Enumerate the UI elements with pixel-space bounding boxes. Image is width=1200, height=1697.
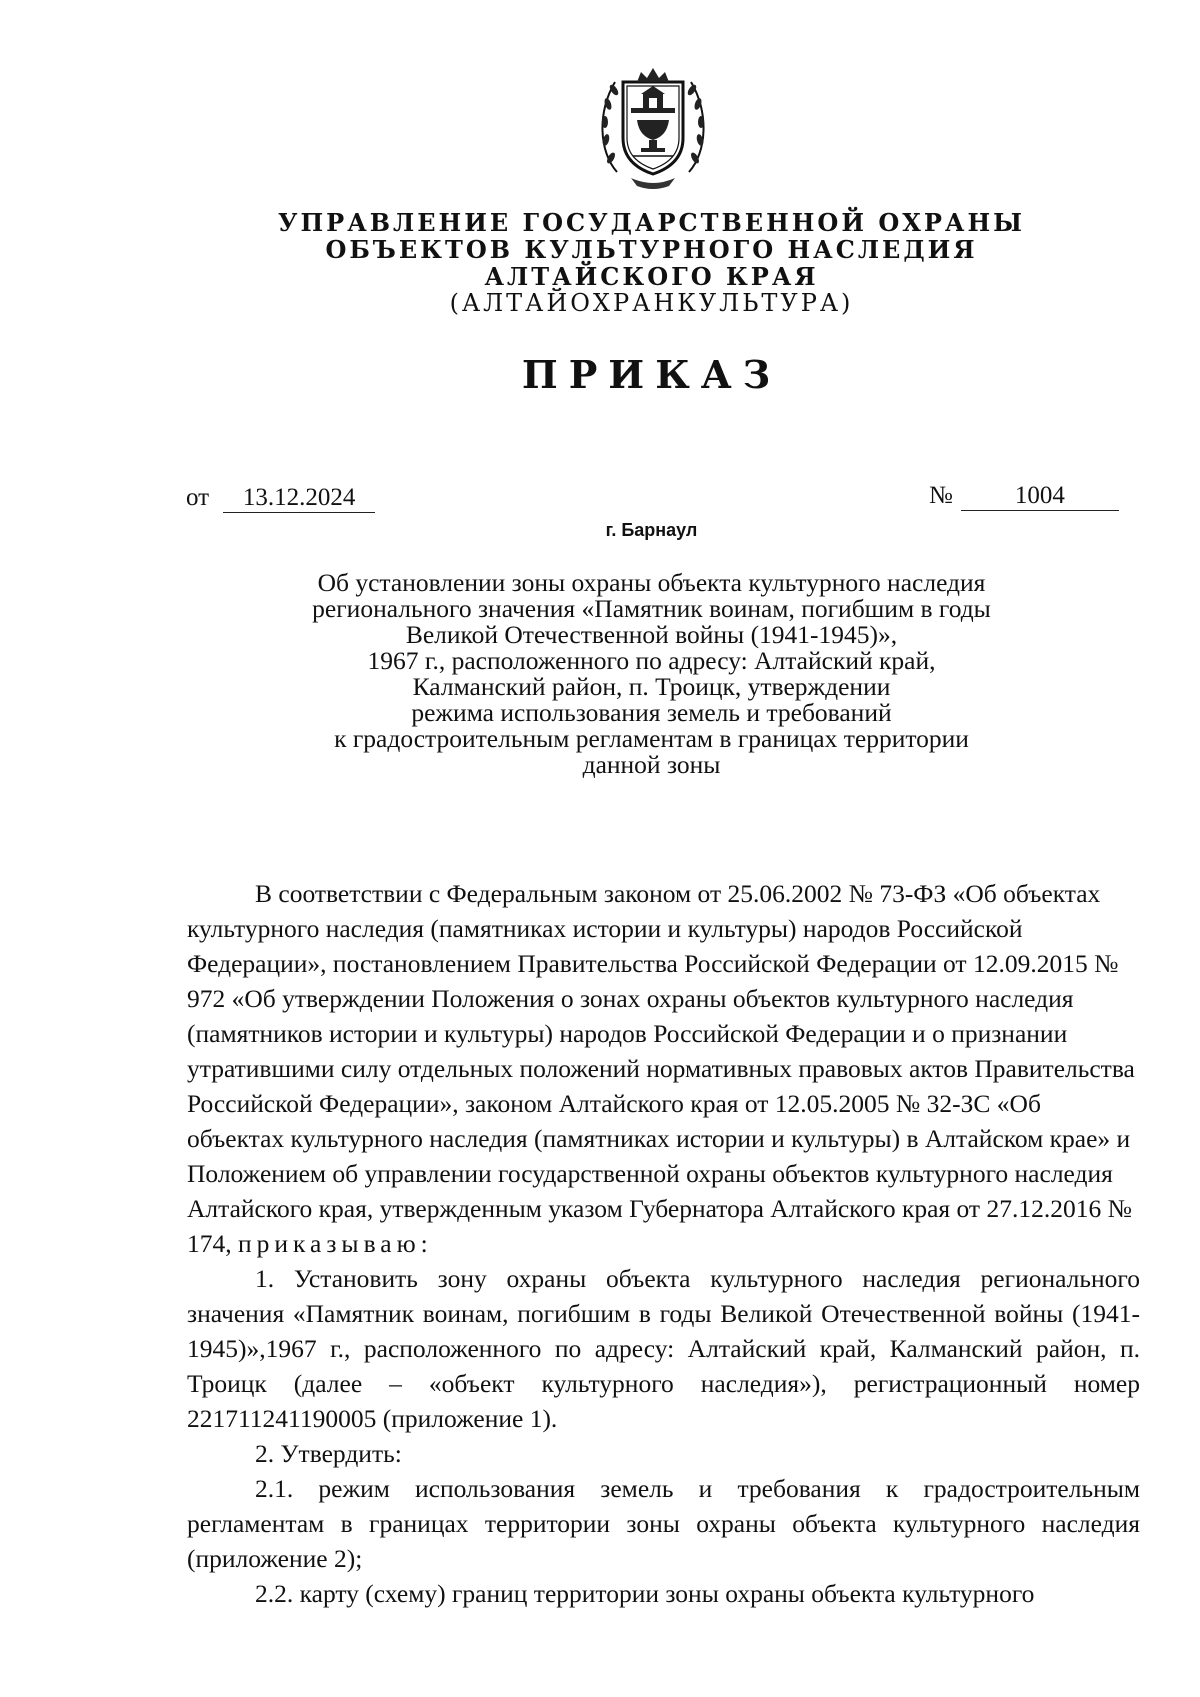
order-date bbox=[186, 484, 375, 513]
city-name: г. Барнаул bbox=[605, 520, 698, 540]
item-2: 2. Утвердить: bbox=[255, 1439, 402, 1468]
subject-line: Об установлении зоны охраны объекта культурного наследия bbox=[317, 568, 986, 597]
subject-line: регионального значения «Памятник воинам, погибшим в годы bbox=[312, 594, 991, 623]
order-word: приказываю: bbox=[238, 1229, 433, 1258]
preamble-text: В соответствии с Федеральным законом от 25.06.2002 № 73-ФЗ «Об объектах культурного наследия (памятниках истории и культуры) народов Российской Федерации», постановлением Правительства Российской Федерации от 12.09.2015 № 972 «Об утверждении Положения о зонах охраны объектов культурного наследия (памятников истории и культуры) народов Российской Федерации и о признании утратившими силу отдельных положений нормативных правовых актов Правительства Российской Федерации», законом Алтайского края от 12.05.2005 № 32-ЗС «Об объектах культурного наследия (памятниках истории и культуры) в Алтайском крае» и Положением об управлении государственной охраны объектов культурного наследия Алтайского края, утвержденным указом Губернатора Алтайского края от 27.12.2016 № 174, bbox=[187, 879, 1135, 1258]
header-line-4: (АЛТАЙОХРАНКУЛЬТУРА) bbox=[449, 289, 854, 317]
item-2-1: 2.1. режим использования земель и требования к градостроительным регламентам в границах территории зоны охраны объекта культурного наследия (приложение 2); bbox=[187, 1474, 1140, 1573]
subject-line: режима использования земель и требований bbox=[411, 698, 892, 727]
preamble-paragraph bbox=[187, 876, 1140, 1261]
order-body bbox=[187, 876, 1140, 1611]
item-2-2: 2.2. карту (схему) границ территории зоны охраны объекта культурного bbox=[255, 1579, 1035, 1608]
subject-line: 1967 г., расположенного по адресу: Алтайский край, bbox=[367, 646, 936, 675]
subject-line: Великой Отечественной войны (1941-1945)», bbox=[405, 620, 898, 649]
date-label: от bbox=[186, 484, 210, 511]
document-title: ПРИКАЗ bbox=[521, 352, 782, 397]
date-value: 13.12.2024 bbox=[223, 484, 375, 513]
altai-krai-coat-of-arms-icon bbox=[597, 60, 709, 192]
subject-line: к градостроительным регламентам в границах территории bbox=[334, 724, 969, 753]
organization-header bbox=[0, 209, 1200, 317]
subject-line: Калманский район, п. Троицк, утверждении bbox=[412, 672, 891, 701]
item-1: 1. Установить зону охраны объекта культурного наследия регионального значения «Памятник воинам, погибшим в годы Великой Отечественной войны (1941-1945)»,1967 г., расположенного по адресу: Алтайский край, Калманский район, п. Троицк (далее – «объект культурного наследия»), регистрационный номер 221711241190005 (приложение 1). bbox=[187, 1264, 1140, 1433]
order-number bbox=[929, 482, 1119, 511]
header-line-2: ОБЪЕКТОВ КУЛЬТУРНОГО НАСЛЕДИЯ bbox=[325, 235, 978, 264]
number-label: № bbox=[929, 482, 953, 509]
header-line-3: АЛТАЙСКОГО КРАЯ bbox=[484, 262, 819, 291]
header-line-1: УПРАВЛЕНИЕ ГОСУДАРСТВЕННОЙ ОХРАНЫ bbox=[278, 208, 1025, 237]
number-value: 1004 bbox=[961, 482, 1119, 511]
subject-line: данной зоны bbox=[582, 750, 721, 779]
order-subject bbox=[0, 570, 1200, 778]
